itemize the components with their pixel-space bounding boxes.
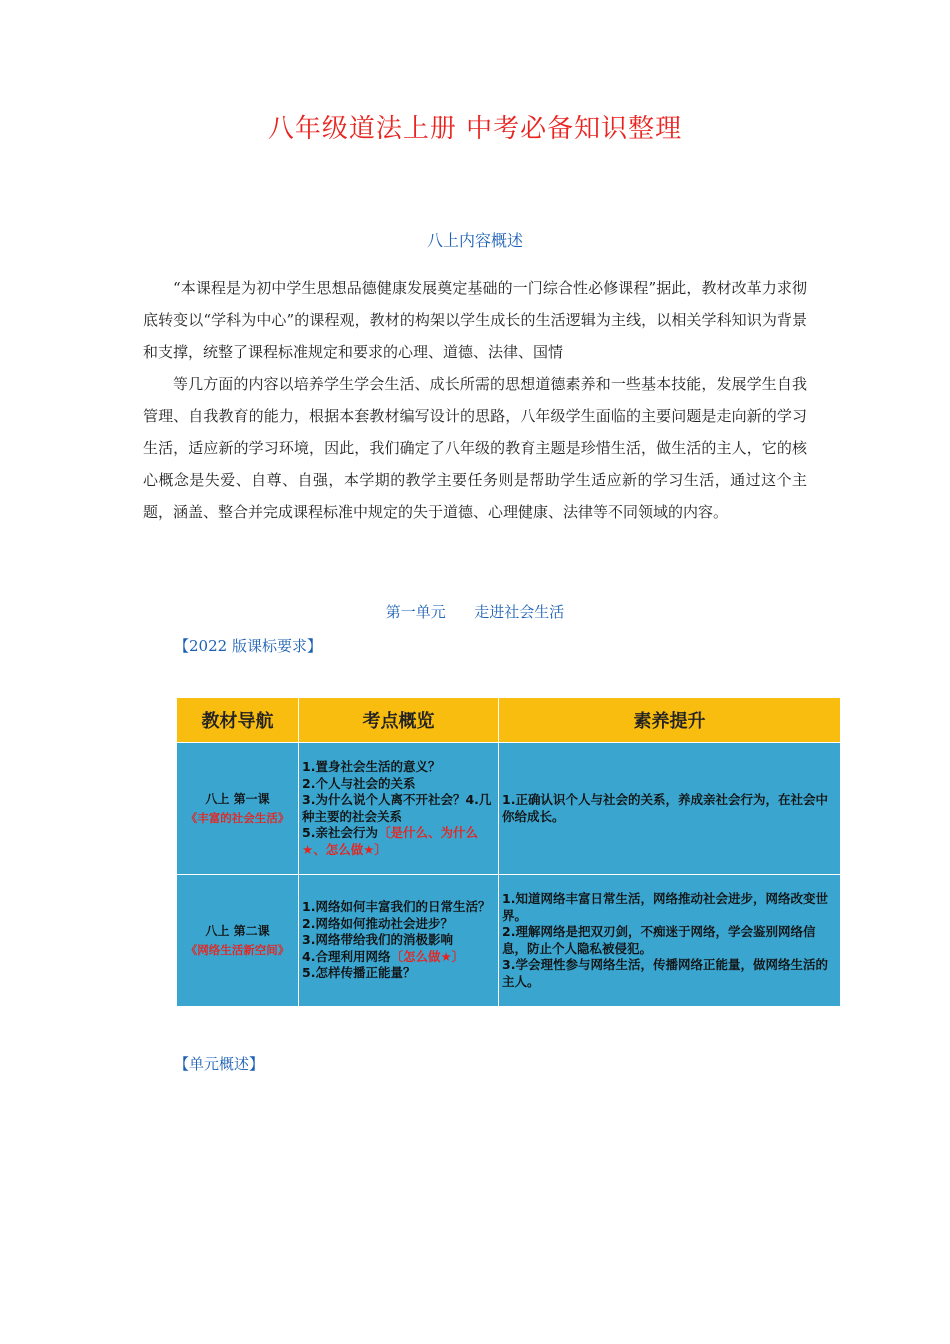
- exam-points-cell: [299, 875, 499, 1007]
- header-textbook-nav: 教材导航: [177, 698, 299, 743]
- exam-point: 1.置身社会生活的意义？: [302, 759, 441, 774]
- exam-point-emphasis: 〔是什么、为什么★、怎么做★〕: [302, 825, 478, 857]
- exam-point: 3.为什么说个人离不开社会？4.几种主要的社会关系: [302, 792, 492, 824]
- exam-point-emphasis: 〔怎么做★〕: [390, 948, 465, 964]
- curriculum-table: [176, 697, 841, 1007]
- exam-point: 5.怎样传播正能量？: [302, 965, 416, 981]
- lesson-cell: [177, 743, 299, 875]
- literacy-item: 3.学会理性参与网络生活，传播网络正能量，做网络生活的主人。: [502, 957, 828, 989]
- lesson-title: 《丰富的社会生活》: [185, 810, 290, 825]
- document-title: 八年级道法上册 中考必备知识整理: [267, 114, 683, 144]
- exam-point: 2.个人与社会的关系: [302, 775, 416, 791]
- unit-heading: 第一单元 走进社会生活: [385, 603, 565, 621]
- label-curriculum-standards: 【2022 版课标要求】: [174, 637, 322, 655]
- exam-point: [302, 949, 495, 966]
- table-row: [177, 875, 841, 1007]
- literacy-item: 2.理解网络是把双刃剑，不痴迷于网络，学会鉴别网络信息，防止个人隐私被侵犯。: [502, 924, 816, 956]
- exam-point: 1.网络如何丰富我们的日常生活？: [302, 899, 491, 915]
- intro-paragraph-2: 等几方面的内容以培养学生学会生活、成长所需的思想道德素养和一些基本技能，发展学生自我管理、自我教育的能力，根据本套教材编写设计的思路，八年级学生面临的主要问题是走向新的学习生活，适应新的学习环境，因此，我们确定了八年级的教育主题是珍惜生活，做生活的主人，它的核心概念是失爱、自尊、自强，本学期的教学主要任务则是帮助学生适应新的学习生活，通过这个主题，涵盖、整合并完成课程标准中规定的失于道德、心理健康、法律等不同领域的内容。: [143, 375, 807, 521]
- header-literacy: 素养提升: [499, 698, 841, 743]
- label-unit-overview: 【单元概述】: [174, 1055, 265, 1073]
- literacy-cell: [499, 875, 841, 1007]
- exam-point-text: 4.合理利用网络: [302, 948, 391, 964]
- table-header-row: [177, 698, 841, 743]
- lesson-number: 八上 第二课: [205, 924, 270, 938]
- exam-points-cell: [299, 743, 499, 875]
- exam-point: 3.网络带给我们的消极影响: [302, 932, 453, 948]
- exam-point-text: 5.亲社会行为: [302, 825, 378, 840]
- lesson-cell: [177, 875, 299, 1007]
- literacy-cell: [499, 743, 841, 875]
- exam-point: [302, 825, 495, 858]
- intro-paragraph-1: “本课程是为初中学生思想品德健康发展奠定基础的一门综合性必修课程”据此，教材改革力求彻底转变以“学科为中心”的课程观，教材的构架以学生成长的生活逻辑为主线，以相关学科知识为背景和支撑，统整了课程标准规定和要求的心理、道德、法律、国情: [143, 279, 807, 361]
- exam-point: 2.网络如何推动社会进步？: [302, 915, 453, 931]
- section-title: 八上内容概述: [426, 231, 523, 250]
- literacy-item: 1.知道网络丰富日常生活，网络推动社会进步，网络改变世界。: [502, 891, 828, 923]
- literacy-item: 1.正确认识个人与社会的关系，养成亲社会行为，在社会中你给成长。: [502, 792, 828, 824]
- header-exam-points: 考点概览: [299, 698, 499, 743]
- lesson-title: 《网络生活新空间》: [185, 942, 290, 957]
- lesson-number: 八上 第一课: [205, 792, 270, 806]
- table-row: [177, 743, 841, 875]
